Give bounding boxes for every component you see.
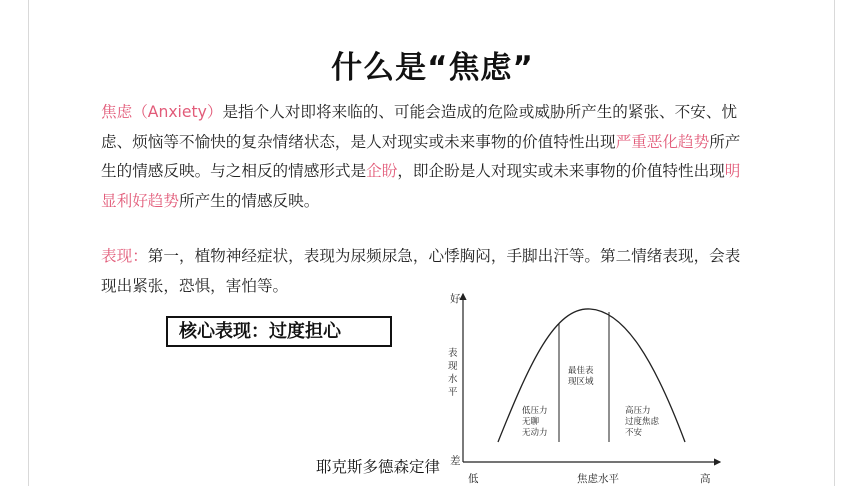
highlight-improving: 明显利好趋势 (101, 162, 741, 210)
intro-paragraph (101, 98, 751, 216)
highlight-worsening: 严重恶化趋势 (615, 132, 710, 151)
highlight-hope: 企盼 (366, 162, 398, 180)
y-tick-good: 好 (450, 293, 461, 305)
term-anxiety: 焦虑（Anxiety） (101, 103, 223, 121)
intro-text-1: 是指个人对即将来临的、可能会造成的危险或威胁所产生的紧张、不安、忧虑、烦恼等不愉快的复杂情绪状态，是人对现实或未来事物的价值特性出现 (101, 103, 738, 151)
x-tick-high: 高 (700, 473, 711, 485)
x-tick-low: 低 (468, 473, 479, 485)
region-optimal-label: 最佳表现区域 (568, 366, 594, 387)
yerkes-dodson-chart (430, 282, 730, 486)
page-title: 什么是“焦虑” (331, 50, 534, 86)
intro-text-2: 所产生的情感反映。与之相反的情感形式是 (101, 132, 741, 180)
core-symptom-box: 核心表现：过度担心 (166, 316, 392, 347)
intro-text-3: ，即企盼是人对现实或未来事物的价值特性出现 (397, 162, 725, 180)
x-axis-label: 焦虑水平 (577, 473, 619, 485)
y-axis-label: 表现水平 (448, 348, 458, 398)
y-tick-bad: 差 (450, 455, 461, 467)
law-caption: 耶克斯多德森定律 (316, 458, 441, 476)
symptoms-text: 第一，植物神经症状，表现为尿频尿急，心悸胸闷，手脚出汗等。第二情绪表现，会表现出紧张，恐惧，害怕等。 (101, 247, 741, 295)
region-high-stress-label: 高压力过度焦虑不安 (625, 406, 660, 438)
intro-text-4: 所产生的情感反映。 (178, 191, 320, 210)
region-low-stress-label: 低压力无聊无动力 (522, 406, 548, 438)
symptoms-label: 表现： (101, 247, 148, 265)
